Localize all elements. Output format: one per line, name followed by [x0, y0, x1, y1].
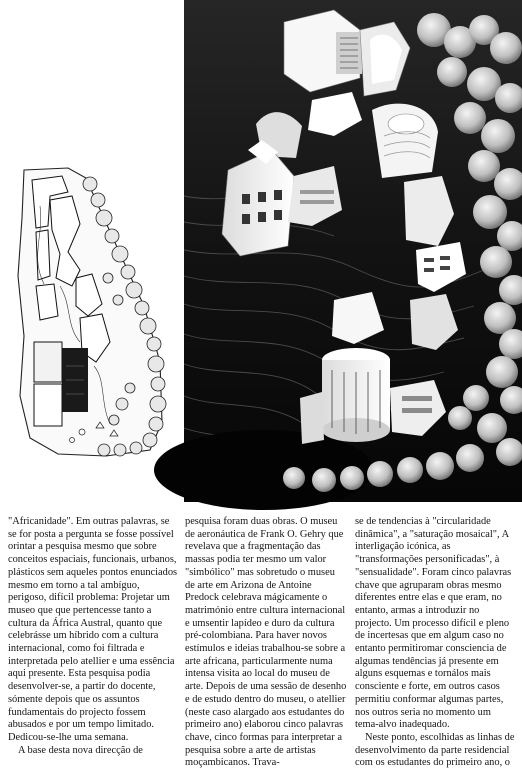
site-plan-drawing [10, 166, 170, 458]
architectural-model-photo [184, 0, 522, 502]
column-1-paragraph-2: A base desta nova direcção de [18, 744, 143, 756]
column-3-paragraph-1: se de tendencias à "circularidade dinâmica", a "saturação mosaical", A interligação icónica, as "transformações personificadas", à "sensualidade". Foram cinco palavras chave que agruparam obras mesmo diferentes entre elas e que eram, no entanto, armas a introduzir no projecto. Um processo difícil e pleno de incertesas que em algum caso no entanto permitiromar consciencia de algumas tendências já presente em alguns esquemas e tornálos mais consciente e forte, em outros casos permitiu conformar algumas partes, nos outros seria no momento um tema-alvo inadequado. [355, 516, 512, 731]
site-plan-svg [10, 166, 170, 458]
column-2-paragraph-1: pesquisa foram duas obras. O museu de aeronáutica de Frank O. Gehry que revelava que a fragmentação das massas podia ter mesmo um valor "simbólico" mas sobretudo o museu de arte em Arizona de Antoine Predock celebrava mágicamente o matrimónio entre cultura internacional e umsentir lapídeo e duro da cultura pré-colombiana. Para haver novos estímulos e ideias trabalhou-se sobre a arte africana, particularmente numa intensa visita ao local do museu de arte. Depois de uma sessão de desenho e de estudo dentro do museu, o atellier (neste caso alargado aos estudantes do primeiro ano) elaborou cinco palavras chave, cinco formas para interpretar a pesquisa sobre a arte de artistas moçambicanos. Trava- [185, 516, 347, 769]
text-column-3 [355, 516, 517, 769]
model-photo-svg [184, 0, 522, 502]
text-column-1 [8, 516, 178, 756]
text-column-2 [185, 516, 347, 769]
column-3-paragraph-2: Neste ponto, escolhidas as linhas de desenvolvimento da parte residencial com os estudantes do primeiro ano, o [355, 731, 515, 769]
column-1-paragraph-1: "Africanidade". Em outras palavras, se se for posta a pergunta se fosse possível orintar a pesquisa mesmo que sobre conceitos espaciais, funcionais, urbanos, plásticos sem aqueles pontos enunciados mesmo em torno a tal ambíguo, perigoso, difícil problema: Projetar um museo que que pertencesse tanto a cultura da África Austral, quanto que celebrásse um híbrido com a cultura internacional, como foi filtrada e interpretada pelo atellier e uma essência aqui presente. Esta pesquisa podia desenvolver-se, a partir do docente, sómente depois que os assuntos fundamentais do projecto fossem abusados e por um tempo limitado. Dedicou-se-lhe uma semana. [8, 516, 178, 743]
